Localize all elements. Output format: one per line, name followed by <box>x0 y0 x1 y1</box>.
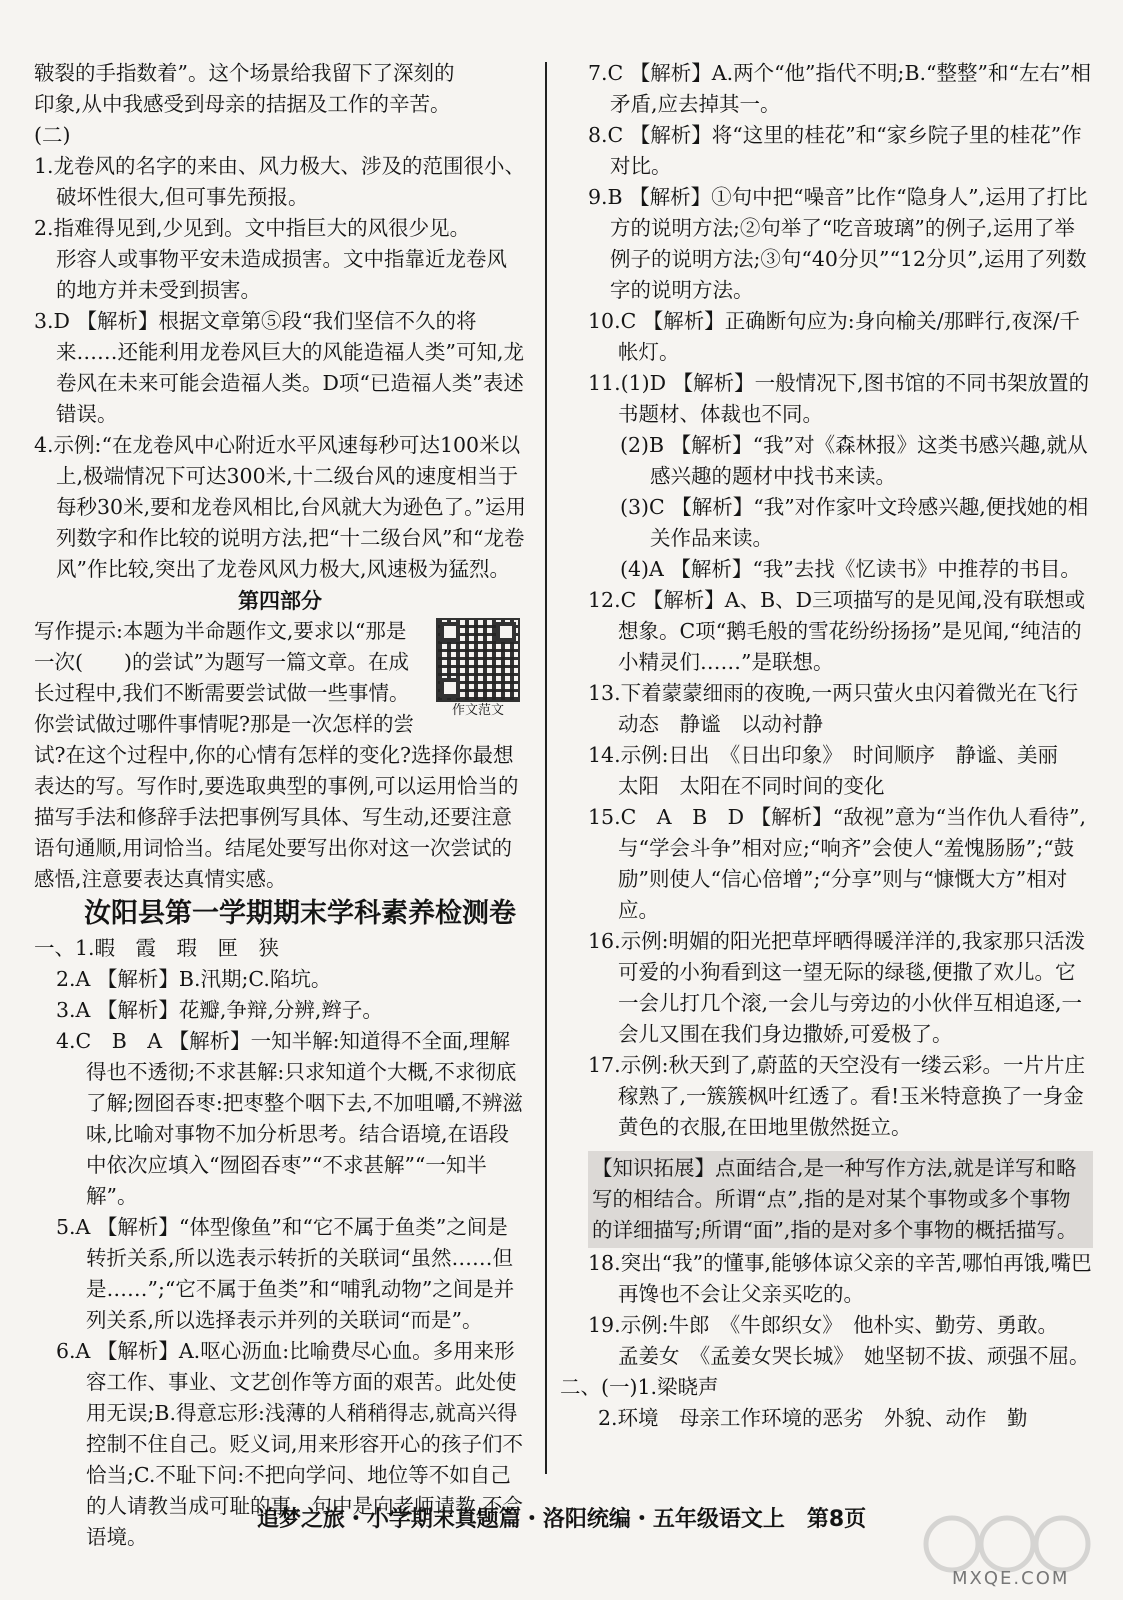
section-answer-6: 6.A 【解析】A.呕心沥血:比喻费尽心血。多用来形容工作、事业、文艺创作等方面的艰苦。此处使用无误;B.得意忘形:浅薄的人稍稍得志,就高兴得控制不住自己。贬义词,用来形容开心的孩子们不恰当;C.不耻下问:不把向学问、地位等不如自己的人请教当成可耻的事。句中是向老师请教,不合语境。 <box>56 1339 524 1549</box>
answer-15: 15.C A B D 【解析】“敌视”意为“当作仇人看待”,与“学会斗争”相对应;“响齐”会使人“羞愧肠肠”;“鼓励”则使人“信心倍增”;“分享”则与“慷慨大方”相对应。 <box>588 805 1087 922</box>
answer-2a: 2.指难得见到,少见到。文中指巨大的风很少见。 <box>34 216 471 240</box>
answer-3: 3.D 【解析】根据文章第⑤段“我们坚信不久的将来……还能利用龙卷风巨大的风能造福人类”可知,龙卷风在未来可能会造福人类。D项“已造福人类”表述错误。 <box>34 309 524 426</box>
writing-prompt: 写作提示:本题为半命题作文,要求以“那是一次( )的尝试”为题写一篇文章。在成长过程中,我们不断需要尝试做一些事情。你尝试做过哪件事情呢?那是一次怎样的尝试?在这个过程中,你的心情有怎样的变化?选择你最想表达的写。写作时,要选取典型的事例,可以运用恰当的描写手法和修辞手法把事例写具体、写生动,还要注意语句通顺,用词恰当。结尾处要写出你对这一次尝试的感悟,注意要表达真情实感。 <box>34 619 519 891</box>
answer-16: 16.示例:明媚的阳光把草坪晒得暖洋洋的,我家那只活泼可爱的小狗看到这一望无际的绿毯,便撒了欢儿。它一会儿打几个滚,一会儿与旁边的小伙伴互相追逐,一会儿又围在我们身边撒娇,可爱极了。 <box>588 929 1086 1046</box>
answer-19b: 孟姜女 《孟姜女哭长城》 她坚韧不拔、顽强不屈。 <box>618 1344 1090 1368</box>
section-answer-1: 一、1.暇 霞 瑕 匣 狭 <box>34 936 280 960</box>
answer-19a: 19.示例:牛郎 《牛郎织女》 他朴实、勤劳、勇敢。 <box>588 1313 1059 1337</box>
section-answer-4: 4.C B A 【解析】一知半解:知道得不全面,理解得也不透彻;不求甚解:只求知道个大概,不求彻底了解;囫囵吞枣:把枣整个咽下去,不加咀嚼,不辨滋味,比喻对事物不加分析思考。结合语境,在语段中依次应填入“囫囵吞枣”“不求甚解”“一知半解”。 <box>56 1029 523 1208</box>
answer-8: 8.C 【解析】将“这里的桂花”和“家乡院子里的桂花”作对比。 <box>588 123 1082 178</box>
answer-9: 9.B 【解析】①句中把“噪音”比作“隐身人”,运用了打比方的说明方法;②句举了“吃音玻璃”的例子,运用了举例子的说明方法;③句“40分贝”“12分贝”,运用了列数字的说明方法。 <box>588 185 1088 302</box>
section-answer-2: 2.A 【解析】B.汛期;C.陷坑。 <box>56 967 332 991</box>
answer-2-1: 二、(一)1.梁晓声 <box>560 1375 719 1399</box>
section-answer-3: 3.A 【解析】花瓣,争辩,分辨,辫子。 <box>56 998 383 1022</box>
answer-11-1: 11.(1)D 【解析】一般情况下,图书馆的不同书架放置的书题材、体裁也不同。 <box>588 371 1090 426</box>
answer-17: 17.示例:秋天到了,蔚蓝的天空没有一缕云彩。一片片庄稼熟了,一簇簇枫叶红透了。看!玉米特意换了一身金黄色的衣服,在田地里傲然挺立。 <box>588 1053 1086 1139</box>
answer-2-2: 2.环境 母亲工作环境的恶劣 外貌、动作 勤 <box>598 1406 1028 1430</box>
part2-heading: (二) <box>34 123 71 147</box>
page-footer: 追梦之旅・小学期末真题篇・洛阳统编・五年级语文上 第8页 <box>256 1507 867 1532</box>
part4-title: 第四部分 <box>238 588 322 613</box>
column-divider <box>545 62 547 1474</box>
section-answer-5: 5.A 【解析】“体型像鱼”和“它不属于鱼类”之间是转折关系,所以选表示转折的关联词“虽然……但是……”;“它不属于鱼类”和“哺乳动物”之间是并列关系,所以选择表示并列的关联词“而是”。 <box>56 1215 515 1332</box>
answer-13: 13.下着蒙蒙细雨的夜晚,一两只萤火虫闪着微光在飞行 动态 静谧 以动衬静 <box>588 681 1099 736</box>
answer-1: 1.龙卷风的名字的来由、风力极大、涉及的范围很小、破坏性很大,但可事先预报。 <box>34 154 526 209</box>
answer-11-2: (2)B 【解析】“我”对《森林报》这类书感兴趣,就从感兴趣的题材中找书来读。 <box>620 433 1088 488</box>
answer-11-4: (4)A 【解析】“我”去找《忆读书》中推荐的书目。 <box>620 557 1081 581</box>
section-title: 汝阳县第一学期期末学科素养检测卷 <box>84 898 516 929</box>
qr-label: 作文范文 <box>451 703 504 718</box>
qr-code-icon <box>436 618 520 702</box>
answer-2b: 形容人或事物平安未造成损害。文中指靠近龙卷风的地方并未受到损害。 <box>56 247 507 302</box>
answer-4: 4.示例:“在龙卷风中心附近水平风速每秒可达100米以上,极端情况下可达300米,十二级台风的速度相当于每秒30米,要和龙卷风相比,台风就大为逊色了。”运用列数字和作比较的说明方法,把“十二级台风”和“龙卷风”作比较,突出了龙卷风风力极大,风速极为猛烈。 <box>34 433 526 581</box>
answer-11-3: (3)C 【解析】“我”对作家叶文玲感兴趣,便找她的相关作品来读。 <box>620 495 1089 550</box>
answer-10: 10.C 【解析】正确断句应为:身向榆关/那畔行,夜深/千帐灯。 <box>588 309 1081 364</box>
intro-line-1: 皲裂的手指数着”。这个场景给我留下了深刻的 <box>34 61 455 85</box>
writing-block <box>34 616 526 895</box>
answer-18: 18.突出“我”的懂事,能够体谅父亲的辛苦,哪怕再饿,嘴巴再馋也不会让父亲买吃的。 <box>588 1251 1092 1306</box>
qr-code[interactable] <box>430 618 526 720</box>
watermark-text: MXQE.COM <box>952 1568 1070 1589</box>
right-column <box>560 58 1099 1434</box>
intro-line-2: 印象,从中我感受到母亲的拮据及工作的辛苦。 <box>34 92 451 116</box>
answer-14: 14.示例:日出 《日出印象》 时间顺序 静谧、美丽 太阳 太阳在不同时间的变化 <box>588 743 1079 798</box>
knowledge-extension: 【知识拓展】点面结合,是一种写作方法,就是详写和略写的相结合。所谓“点”,指的是对某个事物或多个事物的详细描写;所谓“面”,指的是对多个事物的概括描写。 <box>588 1151 1093 1248</box>
left-column <box>34 58 526 1553</box>
answer-12: 12.C 【解析】A、B、D三项描写的是见闻,没有联想或想象。C项“鹅毛般的雪花纷纷扬扬”是见闻,“纯洁的小精灵们……”是联想。 <box>588 588 1086 674</box>
answer-7: 7.C 【解析】A.两个“他”指代不明;B.“整整”和“左右”相矛盾,应去掉其一。 <box>588 61 1091 116</box>
